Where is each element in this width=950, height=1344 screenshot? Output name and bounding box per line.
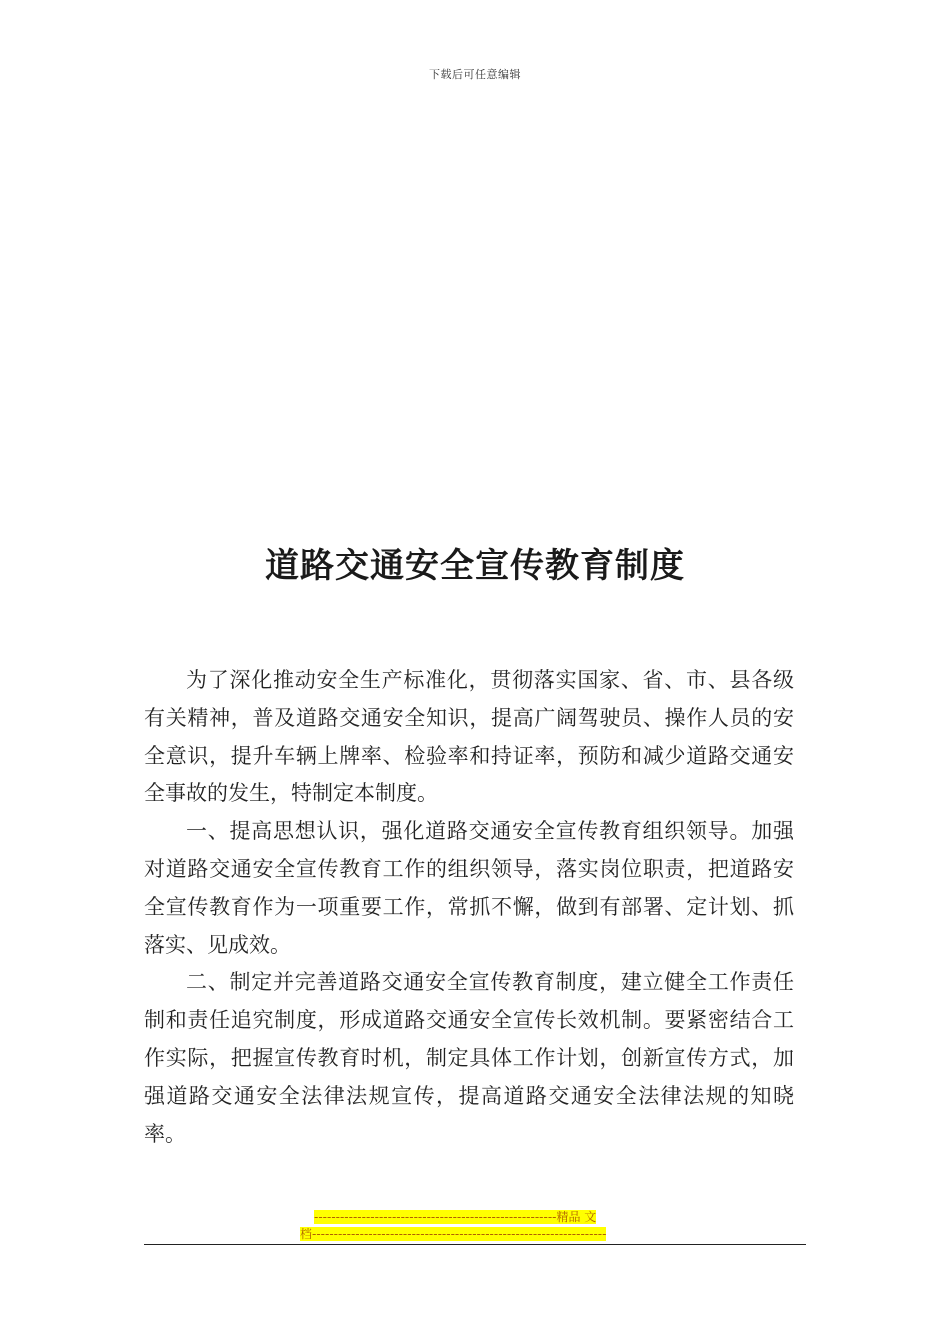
footer-line-2 <box>300 1226 650 1243</box>
footer-line-1-text: --------------------------------------------------------精品 文 <box>314 1210 597 1224</box>
footer-divider <box>144 1244 806 1245</box>
header-note: 下载后可任意编辑 <box>429 68 521 81</box>
footer-line-2-text: 档-------------------------------------------------------------------- <box>300 1227 607 1241</box>
footer-banner <box>300 1209 650 1243</box>
footer-line-1 <box>300 1209 650 1226</box>
document-body <box>144 662 794 1153</box>
paragraph-section-2: 二、制定并完善道路交通安全宣传教育制度，建立健全工作责任制和责任追究制度，形成道路交通安全宣传长效机制。要紧密结合工作实际，把握宣传教育时机，制定具体工作计划，创新宣传方式，加强道路交通安全法律法规宣传，提高道路交通安全法律法规的知晓率。 <box>144 970 794 1146</box>
document-title: 道路交通安全宣传教育制度 <box>265 546 685 586</box>
paragraph-section-1: 一、提高思想认识，强化道路交通安全宣传教育组织领导。加强对道路交通安全宣传教育工作的组织领导，落实岗位职责，把道路安全宣传教育作为一项重要工作，常抓不懈，做到有部署、定计划、抓落实、见成效。 <box>144 819 794 957</box>
paragraph-intro: 为了深化推动安全生产标准化，贯彻落实国家、省、市、县各级有关精神，普及道路交通安全知识，提高广阔驾驶员、操作人员的安全意识，提升车辆上牌率、检验率和持证率，预防和减少道路交通安全事故的发生，特制定本制度。 <box>144 668 794 806</box>
